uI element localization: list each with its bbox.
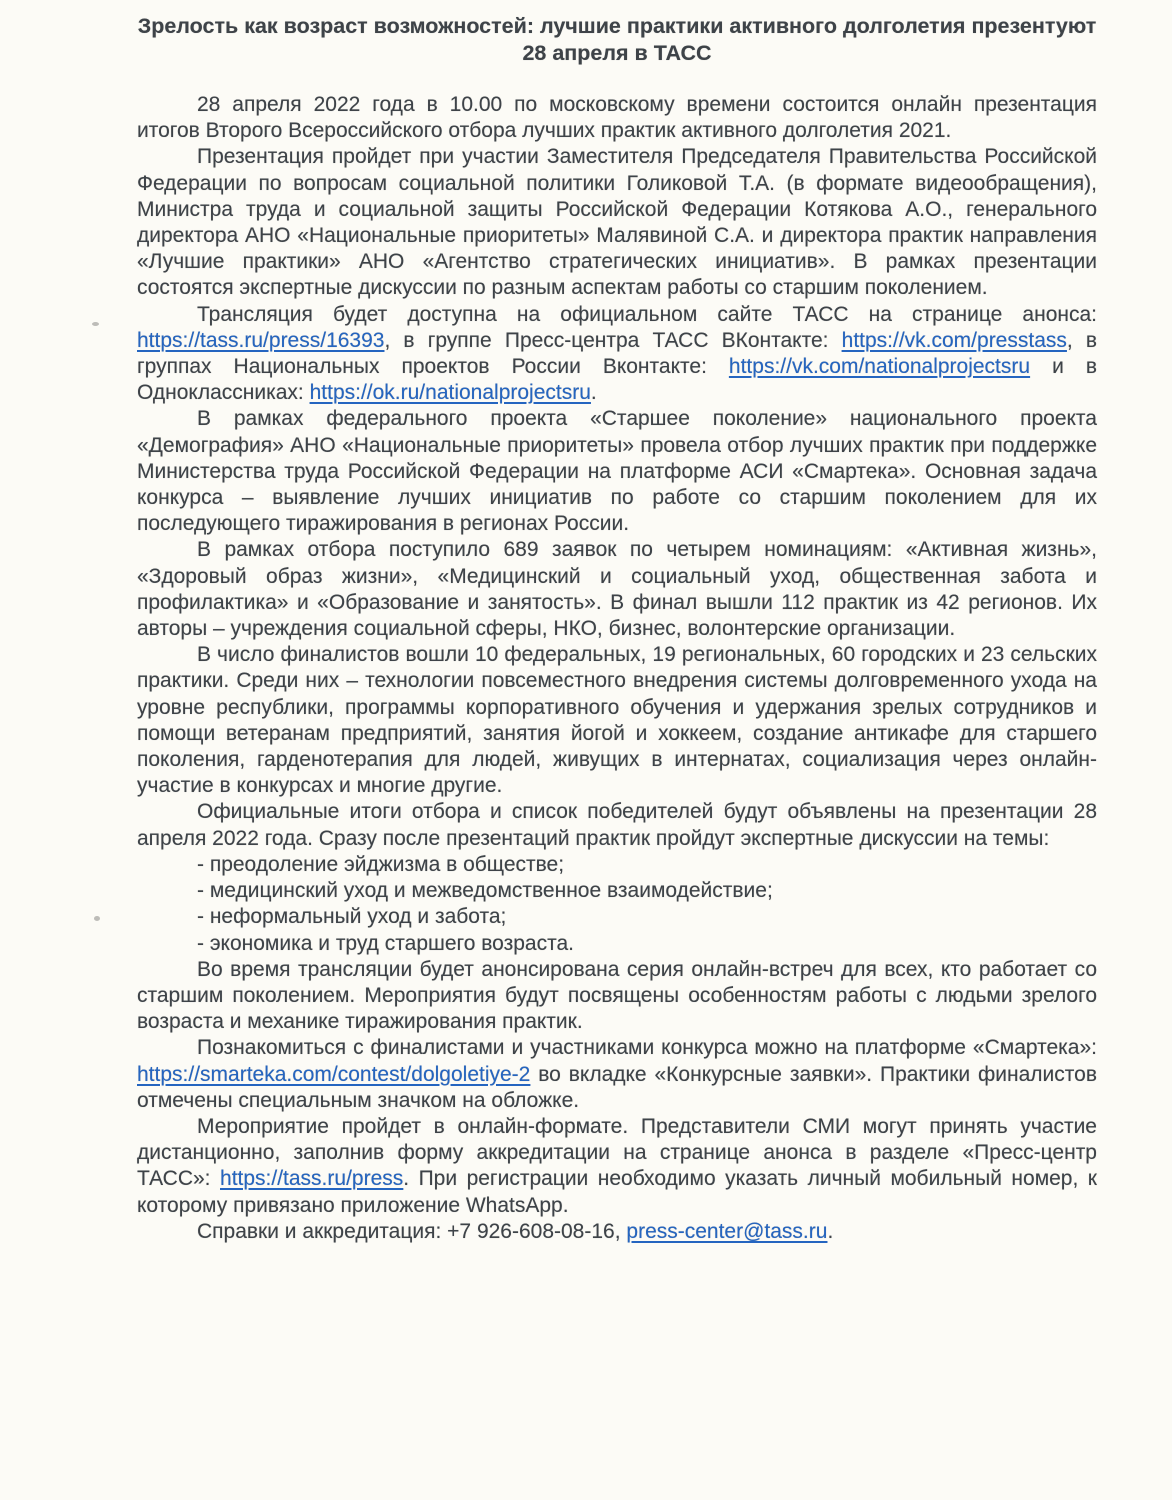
paragraph bbox=[137, 1114, 1097, 1219]
hyperlink[interactable]: https://tass.ru/press bbox=[220, 1167, 404, 1191]
text-run: Справки и аккредитация: +7 926-608-08-16, bbox=[197, 1219, 627, 1243]
text-run: и в Одноклассниках: bbox=[137, 355, 1097, 405]
text-run: В число финалистов вошли 10 федеральных, 19 региональных, 60 городских и 23 сельских практики. Среди них – технологии повсеместного внедрения системы долговременного ухода на уровне республики, программы корпоративного обучения и удержания зрелых сотрудников и помощи ветеранам предприятий, занятия йогой и хоккеем, создание антикафе для старшего поколения, гарденотерапия для людей, живущих в интернатах, социализация через онлайн-участие в конкурсах и многие другие. bbox=[137, 643, 1097, 798]
hyperlink[interactable]: https://smarteka.com/contest/dolgoletiye-2 bbox=[137, 1062, 531, 1086]
text-run: . bbox=[827, 1219, 834, 1243]
list-item bbox=[137, 904, 1097, 930]
paragraph bbox=[137, 1219, 1097, 1245]
text-run: Во время трансляции будет анонсирована серия онлайн-встреч для всех, кто работает со старшим поколением. Мероприятия будут посвящены особенностям работы с людьми зрелого возраста и механике тиражирования практик. bbox=[137, 957, 1097, 1034]
paragraph bbox=[137, 406, 1097, 537]
text-run: . При регистрации необходимо указать личный мобильный номер, к которому привязано приложение WhatsApp. bbox=[137, 1167, 1097, 1217]
paragraph bbox=[137, 642, 1097, 799]
scan-artifact bbox=[92, 322, 99, 326]
text-run: - преодоление эйджизма в обществе; bbox=[197, 852, 565, 876]
text-run: 28 апреля 2022 года в 10.00 по московскому времени состоится онлайн презентация итогов Второго Всероссийского отбора лучших практик активного долголетия 2021. bbox=[137, 93, 1097, 143]
document-title: Зрелость как возраст возможностей: лучшие практики активного долголетия презентуют 28 апреля в ТАСС bbox=[137, 14, 1097, 65]
text-run: - медицинский уход и межведомственное взаимодействие; bbox=[197, 879, 773, 903]
text-run: во вкладке «Конкурсные заявки». Практики финалистов отмечены специальным значком на обложке. bbox=[137, 1062, 1097, 1112]
hyperlink[interactable]: https://vk.com/presstass bbox=[841, 328, 1067, 352]
paragraph bbox=[137, 957, 1097, 1036]
scan-artifact bbox=[94, 916, 100, 921]
text-run: , в группах Национальных проектов России Вконтакте: bbox=[137, 328, 1098, 379]
text-run: Трансляция будет доступна на официальном сайте ТАСС на странице анонса: bbox=[197, 302, 1097, 326]
paragraph bbox=[137, 144, 1097, 301]
document-body bbox=[137, 92, 1097, 1245]
text-run: - экономика и труд старшего возраста. bbox=[197, 931, 574, 955]
list-item bbox=[137, 878, 1097, 904]
hyperlink[interactable]: https://ok.ru/nationalprojectsru bbox=[309, 381, 591, 405]
text-run: - неформальный уход и забота; bbox=[197, 905, 507, 929]
hyperlink[interactable]: https://vk.com/nationalprojectsru bbox=[728, 355, 1031, 379]
hyperlink[interactable]: https://tass.ru/press/16393 bbox=[137, 328, 385, 352]
paragraph bbox=[137, 302, 1097, 407]
list-item bbox=[137, 852, 1097, 878]
paragraph bbox=[137, 799, 1097, 851]
text-run: . bbox=[590, 381, 597, 405]
text-run: Познакомиться с финалистами и участниками конкурса можно на платформе «Смартека»: bbox=[197, 1036, 1097, 1060]
paragraph bbox=[137, 1035, 1097, 1114]
text-run: Мероприятие пройдет в онлайн-формате. Представители СМИ могут принять участие дистанционно, заполнив форму аккредитации на странице анонса в разделе «Пресс-центр ТАСС»: bbox=[137, 1114, 1097, 1191]
hyperlink[interactable]: press-center@tass.ru bbox=[626, 1219, 828, 1243]
text-run: В рамках отбора поступило 689 заявок по четырем номинациям: «Активная жизнь», «Здоровый образ жизни», «Медицинский и социальный уход, общественная забота и профилактика» и «Образование и занятость». В финал вышли 112 практик из 42 регионов. Их авторы – учреждения социальной сферы, НКО, бизнес, волонтерские организации. bbox=[137, 538, 1097, 641]
text-run: В рамках федерального проекта «Старшее поколение» национального проекта «Демография» АНО «Национальные приоритеты» провела отбор лучших практик при поддержке Министерства труда Российской Федерации на платформе АСИ «Смартека». Основная задача конкурса – выявление лучших инициатив по работе со старшим поколением для их последующего тиражирования в регионах России. bbox=[137, 407, 1097, 536]
paragraph bbox=[137, 537, 1097, 642]
text-run: , в группе Пресс-центра ТАСС ВКонтакте: bbox=[384, 328, 842, 352]
list-item bbox=[137, 931, 1097, 957]
paragraph bbox=[137, 92, 1097, 144]
text-run: Официальные итоги отбора и список победителей будут объявлены на презентации 28 апреля 2022 года. Сразу после презентаций практик пройдут экспертные дискуссии на темы: bbox=[137, 800, 1097, 850]
text-run: Презентация пройдет при участии Заместителя Председателя Правительства Российской Федерации по вопросам социальной политики Голиковой Т.А. (в формате видеообращения), Министра труда и социальной защиты Российской Федерации Котякова А.О., генерального директора АНО «Национальные приоритеты» Малявиной С.А. и директора практик направления «Лучшие практики» АНО «Агентство стратегических инициатив». В рамках презентации состоятся экспертные дискуссии по разным аспектам работы со старшим поколением. bbox=[137, 145, 1097, 300]
